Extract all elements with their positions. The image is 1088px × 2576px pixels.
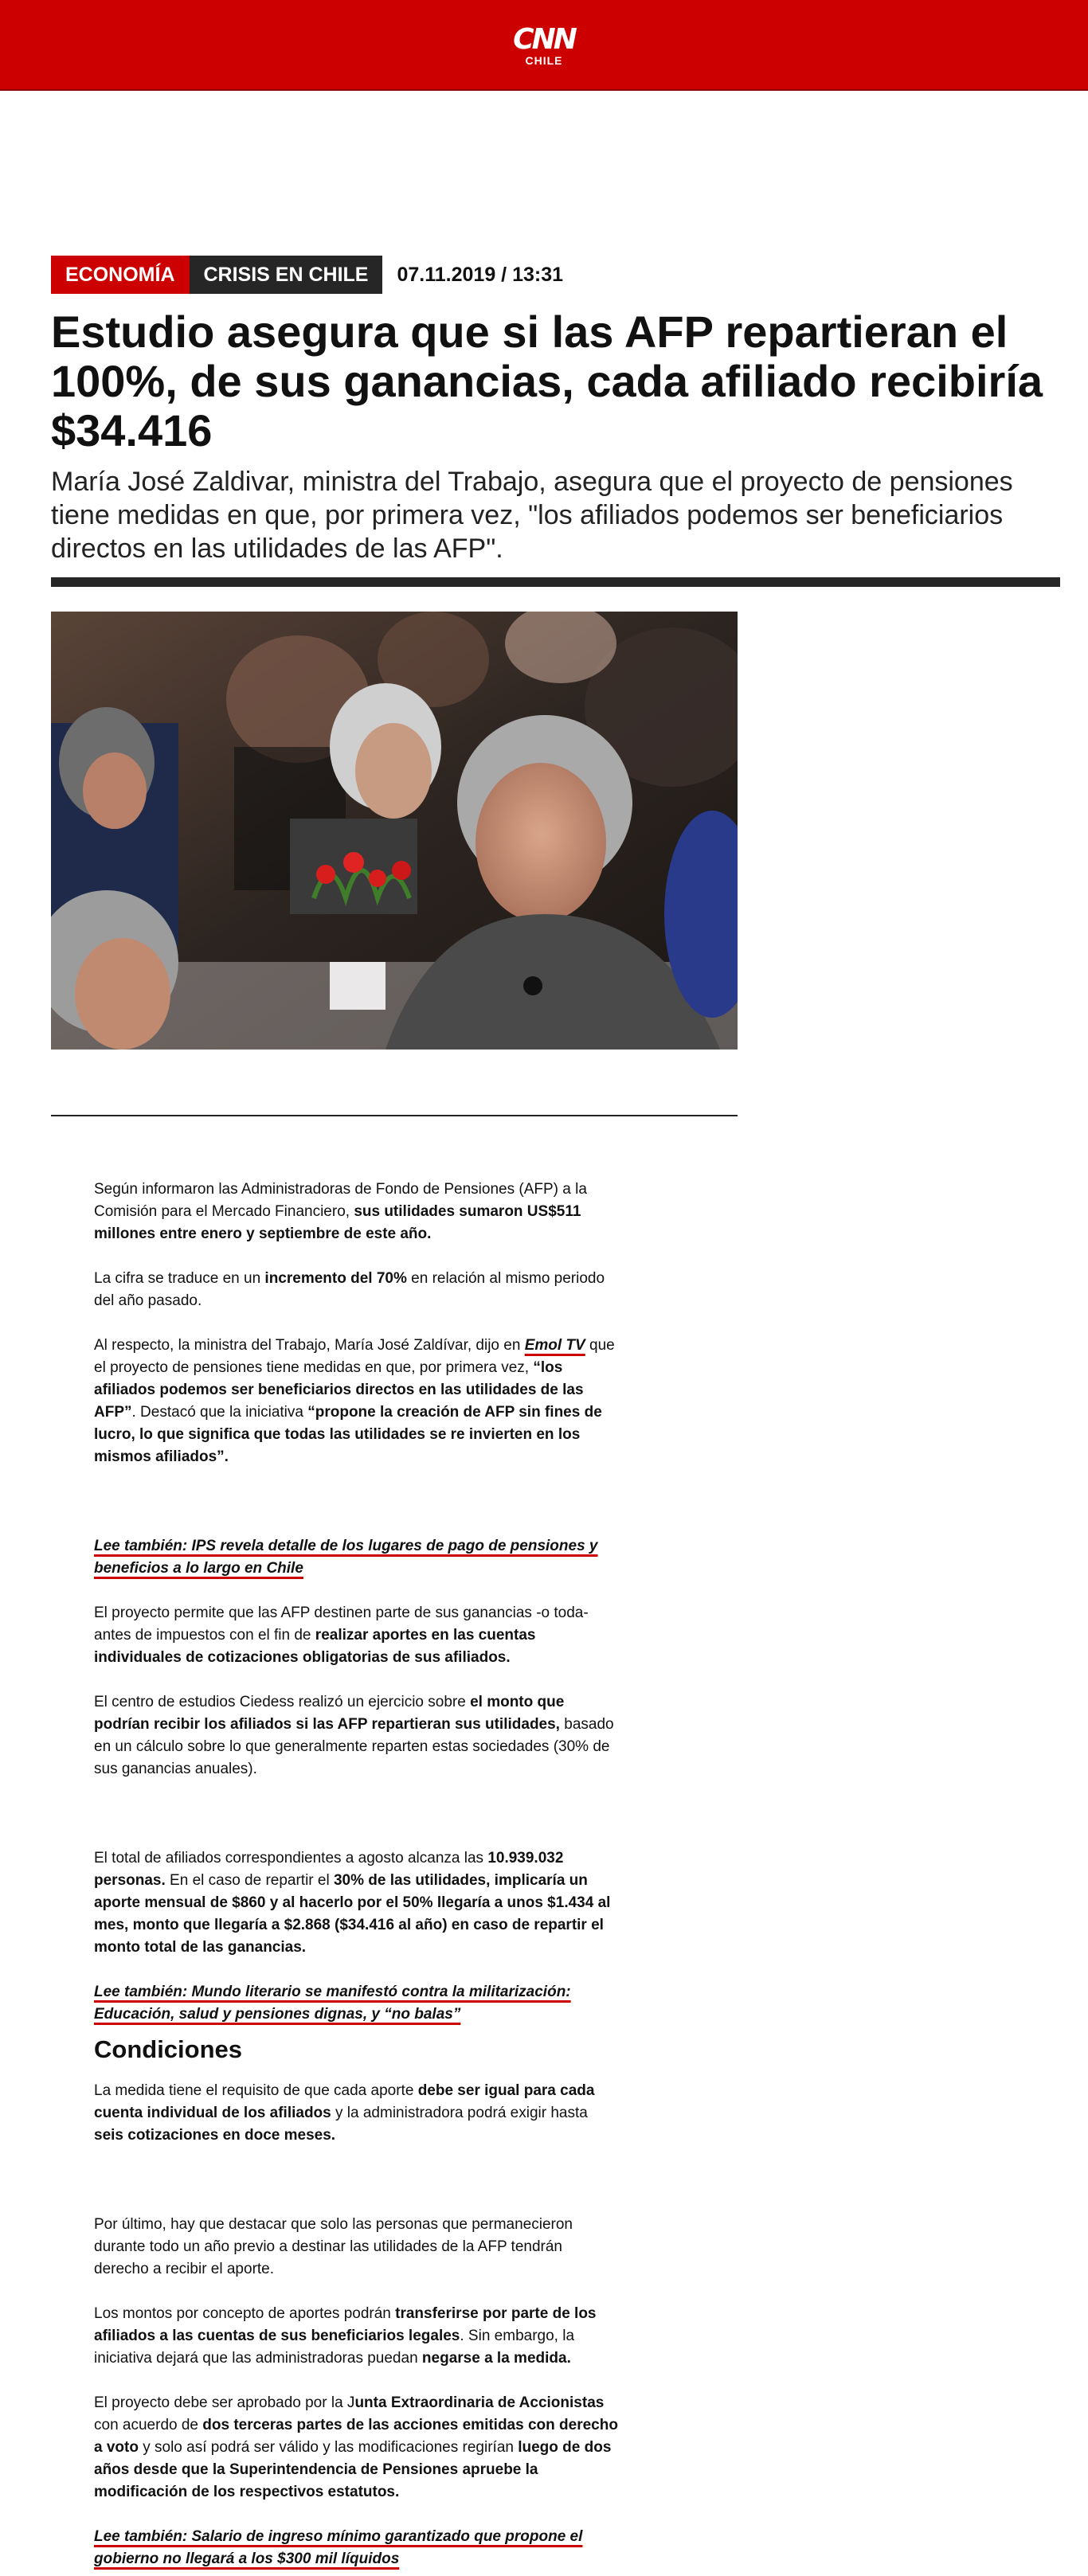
logo-edition: CHILE — [525, 54, 563, 67]
related-link-ips[interactable]: Lee también: IPS revela detalle de los lugares de pago de pensiones y beneficios a lo largo en Chile — [94, 1538, 598, 1577]
paragraph: La medida tiene el requisito de que cada aporte debe ser igual para cada cuenta individual de los afiliados y la administradora podrá exigir hasta seis cotizaciones en doce meses. — [94, 2082, 595, 2144]
paragraph: El centro de estudios Ciedess realizó un ejercicio sobre el monto que podrían recibir los afiliados si las AFP repartieran sus utilidades, basado en un cálculo sobre lo que generalmente reparten estas sociedades (30% de sus ganancias anuales). — [94, 1694, 614, 1777]
paragraph: Los montos por concepto de aportes podrán transferirse por parte de los afiliados a las cuentas de sus beneficiarios legales. Sin embargo, la iniciativa dejará que las administradoras puedan negarse a la medida. — [94, 2305, 597, 2367]
paragraph: El total de afiliados correspondientes a agosto alcanza las 10.939.032 personas. En el caso de repartir el 30% de las utilidades, implicaría un aporte mensual de $860 y al hacerlo por el 50% llegaría a unos $1.434 al mes, monto que llegaría a $2.868 ($34.416 al año) en caso de repartir el monto total de las ganancias. — [94, 1850, 611, 1956]
paragraph — [94, 1981, 620, 2026]
paragraph: Según informaron las Administradoras de Fondo de Pensiones (AFP) a la Comisión para el Mercado Financiero, sus utilidades sumaron US$511 millones entre enero y septiembre de este año. — [94, 1181, 587, 1242]
section-tag[interactable]: CRISIS EN CHILE — [190, 256, 383, 294]
header-divider — [51, 577, 1060, 587]
photo-divider — [51, 1115, 738, 1116]
logo-brand: CNN — [513, 23, 575, 56]
article-photo — [51, 612, 738, 1050]
paragraph: El proyecto permite que las AFP destinen parte de sus ganancias -o toda- antes de impuestos con el fin de realizar aportes en las cuentas individuales de cotizaciones obligatorias de sus afiliados. — [94, 1605, 589, 1666]
site-header — [0, 0, 1088, 91]
related-link-salario[interactable]: Lee también: Salario de ingreso mínimo garantizado que propone el gobierno no llegará a los $300 mil líquidos — [94, 2528, 583, 2567]
related-link-mundo-literario[interactable]: Lee también: Mundo literario se manifestó contra la militarización: Educación, salud y pensiones dignas, y “no balas” — [94, 1984, 571, 2023]
article-body — [94, 1179, 620, 2570]
headline: Estudio asegura que si las AFP repartieran el 100%, de sus ganancias, cada afiliado recibiría $34.416 — [51, 307, 1043, 455]
section-heading: Condiciones — [94, 2035, 243, 2063]
article-meta — [51, 256, 563, 294]
paragraph — [94, 2526, 620, 2570]
paragraph — [94, 1535, 620, 1580]
emol-tv-link[interactable]: Emol TV — [524, 1337, 585, 1354]
photo-elderly-women-icon — [51, 612, 738, 1050]
category-tag[interactable]: ECONOMÍA — [51, 256, 190, 294]
paragraph: Al respecto, la ministra del Trabajo, María José Zaldívar, dijo en Emol TV que el proyecto de pensiones tiene medidas en que, por primera vez, “los afiliados podemos ser beneficiarios directos en las utilidades de las AFP”. Destacó que la iniciativa “propone la creación de AFP sin fines de lucro, lo que significa que todas las utilidades se re invierten en los mismos afiliados”. — [94, 1337, 615, 1465]
paragraph: Por último, hay que destacar que solo las personas que permanecieron durante todo un año previo a destinar las utilidades de la AFP tendrán derecho a recibir el aporte. — [94, 2216, 573, 2277]
paragraph: La cifra se traduce en un incremento del 70% en relación al mismo periodo del año pasado. — [94, 1270, 605, 1309]
paragraph: El proyecto debe ser aprobado por la Junta Extraordinaria de Accionistas con acuerdo de dos terceras partes de las acciones emitidas con derecho a voto y solo así podrá ser válido y las modificaciones regirían luego de dos años desde que la Superintendencia de Pensiones apruebe la modificación de los respectivos estatutos. — [94, 2394, 618, 2500]
cnn-chile-logo[interactable] — [513, 25, 575, 67]
article-dek: María José Zaldivar, ministra del Trabajo, asegura que el proyecto de pensiones tiene medidas en que, por primera vez, "los afiliados podemos ser beneficiarios directos en las utilidades de las AFP". — [51, 467, 1013, 564]
publish-date: 07.11.2019 / 13:31 — [397, 263, 564, 286]
